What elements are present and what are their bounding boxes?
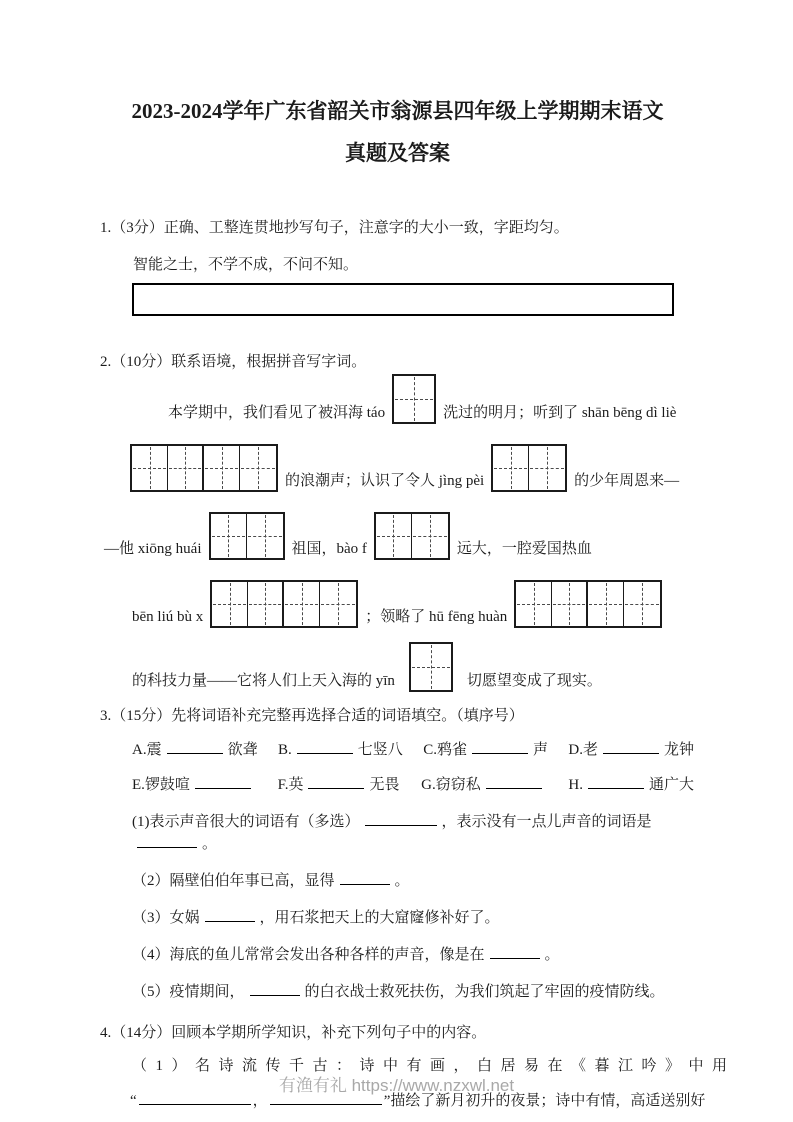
question-2-line-1: [168, 374, 695, 424]
option-E: [132, 774, 256, 796]
option-G: [421, 774, 547, 796]
q3-sub4-text-a: （4）海底的鱼儿常常会发出各种各样的声音，像是在: [132, 947, 485, 963]
grid-cell[interactable]: [168, 446, 204, 490]
option-F-post: 无畏: [369, 777, 400, 793]
writing-grid-1cell[interactable]: [409, 642, 453, 692]
question-3-sub-2: [132, 870, 695, 892]
exam-title-line1: 2023-2024学年广东省韶关市翁源县四年级上学期期末语文: [131, 99, 664, 123]
grid-cell[interactable]: [493, 446, 529, 490]
option-H-pre: H.: [568, 777, 583, 793]
grid-cell[interactable]: [394, 376, 434, 422]
q4-open-quote: “: [130, 1093, 137, 1109]
writing-grid-4cell[interactable]: [210, 580, 358, 628]
q4-sub1-rest: ”描绘了新月初升的夜景；诗中有情，高适送别好: [383, 1093, 706, 1109]
q2-line1-text-a: 本学期中，我们看见了被洱海 táo: [168, 405, 386, 421]
answer-blank[interactable]: [588, 774, 644, 789]
q2-line4-text-b: ；领略了 hū fēng huàn: [365, 609, 508, 625]
question-4-prompt: 4.（14分）回顾本学期所学知识，补充下列句子中的内容。: [100, 1025, 487, 1041]
writing-grid-2cell[interactable]: [209, 512, 285, 560]
question-1-prompt: 1.（3分）正确、工整连贯地抄写句子，注意字的大小一致，字距均匀。: [100, 220, 569, 236]
q4-comma: ，: [252, 1093, 268, 1109]
answer-blank[interactable]: [603, 739, 659, 754]
q2-line2-text-a: 的浪潮声；认识了令人 jìng pèi: [285, 473, 485, 489]
q3-sub1-text-c: 。: [202, 836, 218, 852]
option-B-pre: B.: [278, 742, 292, 758]
grid-cell[interactable]: [624, 582, 660, 626]
q3-sub2-text-c: 。: [394, 873, 410, 889]
q3-sub5-text-c: 的白衣战士救死扶伤，为我们筑起了牢固的疫情防线。: [304, 984, 665, 1000]
question-3-sub-1: [132, 811, 695, 855]
grid-cell[interactable]: [247, 514, 283, 558]
question-3-sub-3: [132, 907, 695, 929]
question-3-sub-5: [132, 981, 695, 1003]
watermark-footer: 有渔有礼 https://www.nzxwl.net: [278, 1076, 515, 1095]
grid-cell[interactable]: [412, 514, 448, 558]
exam-content: [100, 90, 736, 1112]
option-B-post: 七竖八: [357, 742, 403, 758]
answer-blank[interactable]: [308, 774, 364, 789]
question-2-line-3: [104, 512, 695, 560]
exam-title: [100, 90, 695, 174]
grid-cell[interactable]: [411, 644, 451, 690]
q3-sub3-text-a: （3）女娲: [132, 910, 200, 926]
q2-line3-text-c: 远大，一腔爱国热血: [456, 541, 592, 557]
question-3: [100, 706, 695, 1003]
grid-cell[interactable]: [284, 582, 320, 626]
grid-cell[interactable]: [204, 446, 240, 490]
option-E-pre: E.锣鼓喧: [132, 777, 190, 793]
answer-blank[interactable]: [167, 739, 223, 754]
writing-grid-1cell[interactable]: [392, 374, 436, 424]
option-A-post: 欲聋: [227, 742, 258, 758]
grid-cell[interactable]: [212, 582, 248, 626]
option-G-pre: G.窃窃私: [421, 777, 481, 793]
option-C: [423, 739, 548, 761]
question-2: [100, 352, 695, 692]
grid-cell[interactable]: [248, 582, 284, 626]
option-D-post: 龙钟: [663, 742, 694, 758]
q2-line3-text-b: 祖国，bào f: [291, 541, 367, 557]
grid-cell[interactable]: [529, 446, 565, 490]
question-1: [100, 218, 695, 316]
q3-sub3-text-c: ，用石浆把天上的大窟窿修补好了。: [259, 910, 500, 926]
writing-grid-2cell[interactable]: [491, 444, 567, 492]
grid-cell[interactable]: [552, 582, 588, 626]
grid-cell[interactable]: [320, 582, 356, 626]
question-3-sub-4: [132, 944, 695, 966]
grid-cell[interactable]: [240, 446, 276, 490]
question-4: [100, 1023, 736, 1112]
question-2-line-5: [132, 642, 695, 692]
q2-line4-text-a: bēn liú bù x: [132, 609, 204, 625]
option-B: [278, 739, 403, 761]
question-2-line-4: [132, 580, 695, 628]
grid-cell[interactable]: [376, 514, 412, 558]
answer-blank[interactable]: [195, 774, 251, 789]
option-C-post: 声: [532, 742, 548, 758]
q3-sub5-text-a: （5）疫情期间，: [132, 984, 245, 1000]
option-A: [132, 739, 258, 761]
writing-grid-4cell[interactable]: [130, 444, 278, 492]
question-1-answer-box[interactable]: [132, 283, 674, 316]
grid-cell[interactable]: [211, 514, 247, 558]
answer-blank[interactable]: [137, 833, 197, 848]
question-1-sentence: 智能之士，不学不成，不问不知。: [133, 257, 359, 273]
option-A-pre: A.震: [132, 742, 162, 758]
grid-cell[interactable]: [588, 582, 624, 626]
exam-title-line2: 真题及答案: [345, 141, 450, 165]
option-C-pre: C.鸦雀: [423, 742, 467, 758]
answer-blank[interactable]: [365, 811, 437, 826]
answer-blank[interactable]: [297, 739, 353, 754]
option-D-pre: D.老: [568, 742, 598, 758]
question-4-sub1-line1: （1）名诗流传千古：诗中有画，白居易在《暮江吟》中用: [132, 1058, 736, 1074]
writing-grid-4cell[interactable]: [514, 580, 662, 628]
answer-blank[interactable]: [472, 739, 528, 754]
question-3-options-row-2: [132, 774, 694, 796]
option-D: [568, 739, 694, 761]
q3-sub2-text-a: （2）隔壁伯伯年事已高，显得: [132, 873, 335, 889]
option-H: [568, 774, 694, 796]
option-H-post: 通广大: [648, 777, 694, 793]
answer-blank[interactable]: [490, 944, 540, 959]
q2-line5-text-a: 的科技力量——它将人们上天入海的 yīn: [132, 673, 395, 689]
question-3-options-row-1: [132, 739, 694, 761]
option-F-pre: F.英: [277, 777, 304, 793]
option-F: [278, 774, 400, 796]
answer-blank[interactable]: [486, 774, 542, 789]
q3-sub1-text-a: (1)表示声音很大的词语有（多选）: [132, 814, 360, 830]
q2-line3-text-a: —他 xiōng huái: [104, 541, 202, 557]
writing-grid-2cell[interactable]: [374, 512, 450, 560]
q3-sub1-text-b: ，表示没有一点儿声音的词语是: [441, 814, 652, 830]
q3-sub4-text-c: 。: [544, 947, 560, 963]
q2-line5-text-b: 切愿望变成了现实。: [466, 673, 602, 689]
answer-blank[interactable]: [205, 907, 255, 922]
grid-cell[interactable]: [132, 446, 168, 490]
answer-blank[interactable]: [340, 870, 390, 885]
question-2-prompt: 2.（10分）联系语境，根据拼音写字词。: [100, 354, 367, 370]
q2-line2-text-b: 的少年周恩来—: [574, 473, 680, 489]
answer-blank[interactable]: [250, 981, 300, 996]
grid-cell[interactable]: [516, 582, 552, 626]
q2-line1-text-b: 洗过的明月；听到了 shān bēng dì liè: [443, 405, 677, 421]
question-3-prompt: 3.（15分）先将词语补充完整再选择合适的词语填空。（填序号）: [100, 708, 524, 724]
question-2-line-2: [130, 444, 695, 492]
